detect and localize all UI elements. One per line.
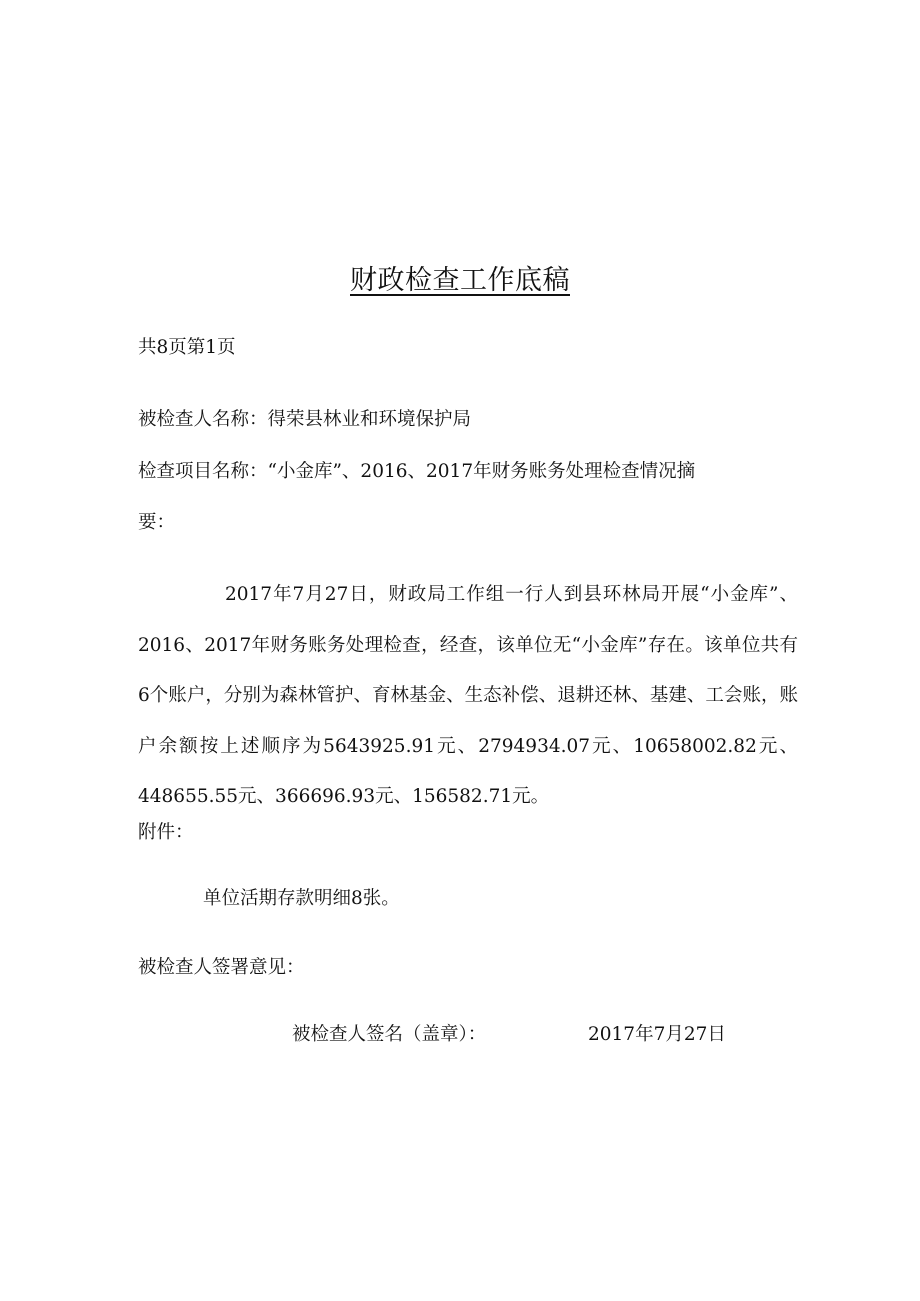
inspected-party-value: 得荣县林业和环境保护局 [267, 409, 472, 430]
project-value: “小金库”、2016、2017年财务账务处理检查情况摘 [267, 461, 696, 482]
summary-paragraph: 2017年7月27日，财政局工作组一行人到县环林局开展“小金库”、2016、2017年财务账务处理检查，经查，该单位无“小金库”存在。该单位共有6个账户，分别为森林管护、育林基金、生态补偿、退耕还林、基建、工会账，账户余额按上述顺序为5643925.91元、2794934.07元、10658002.82元、448655.55元、366696.93元、156582.71元。 [138, 584, 798, 807]
page-info: 共8页第1页 [138, 337, 236, 358]
inspected-party-label: 被检查人名称： [138, 409, 268, 430]
project-line [138, 457, 695, 483]
attachment-label: 附件： [138, 822, 194, 843]
inspected-party-line [138, 405, 471, 431]
attachment-text: 单位活期存款明细8张。 [203, 888, 400, 909]
opinion-label: 被检查人签署意见： [138, 957, 305, 978]
signature-label: 被检查人签名（盖章）： [292, 1024, 487, 1045]
project-label: 检查项目名称： [138, 461, 268, 482]
summary-label: 要： [138, 512, 176, 533]
document-title: 财政检查工作底稿 [350, 265, 570, 296]
signature-date: 2017年7月27日 [588, 1024, 726, 1045]
